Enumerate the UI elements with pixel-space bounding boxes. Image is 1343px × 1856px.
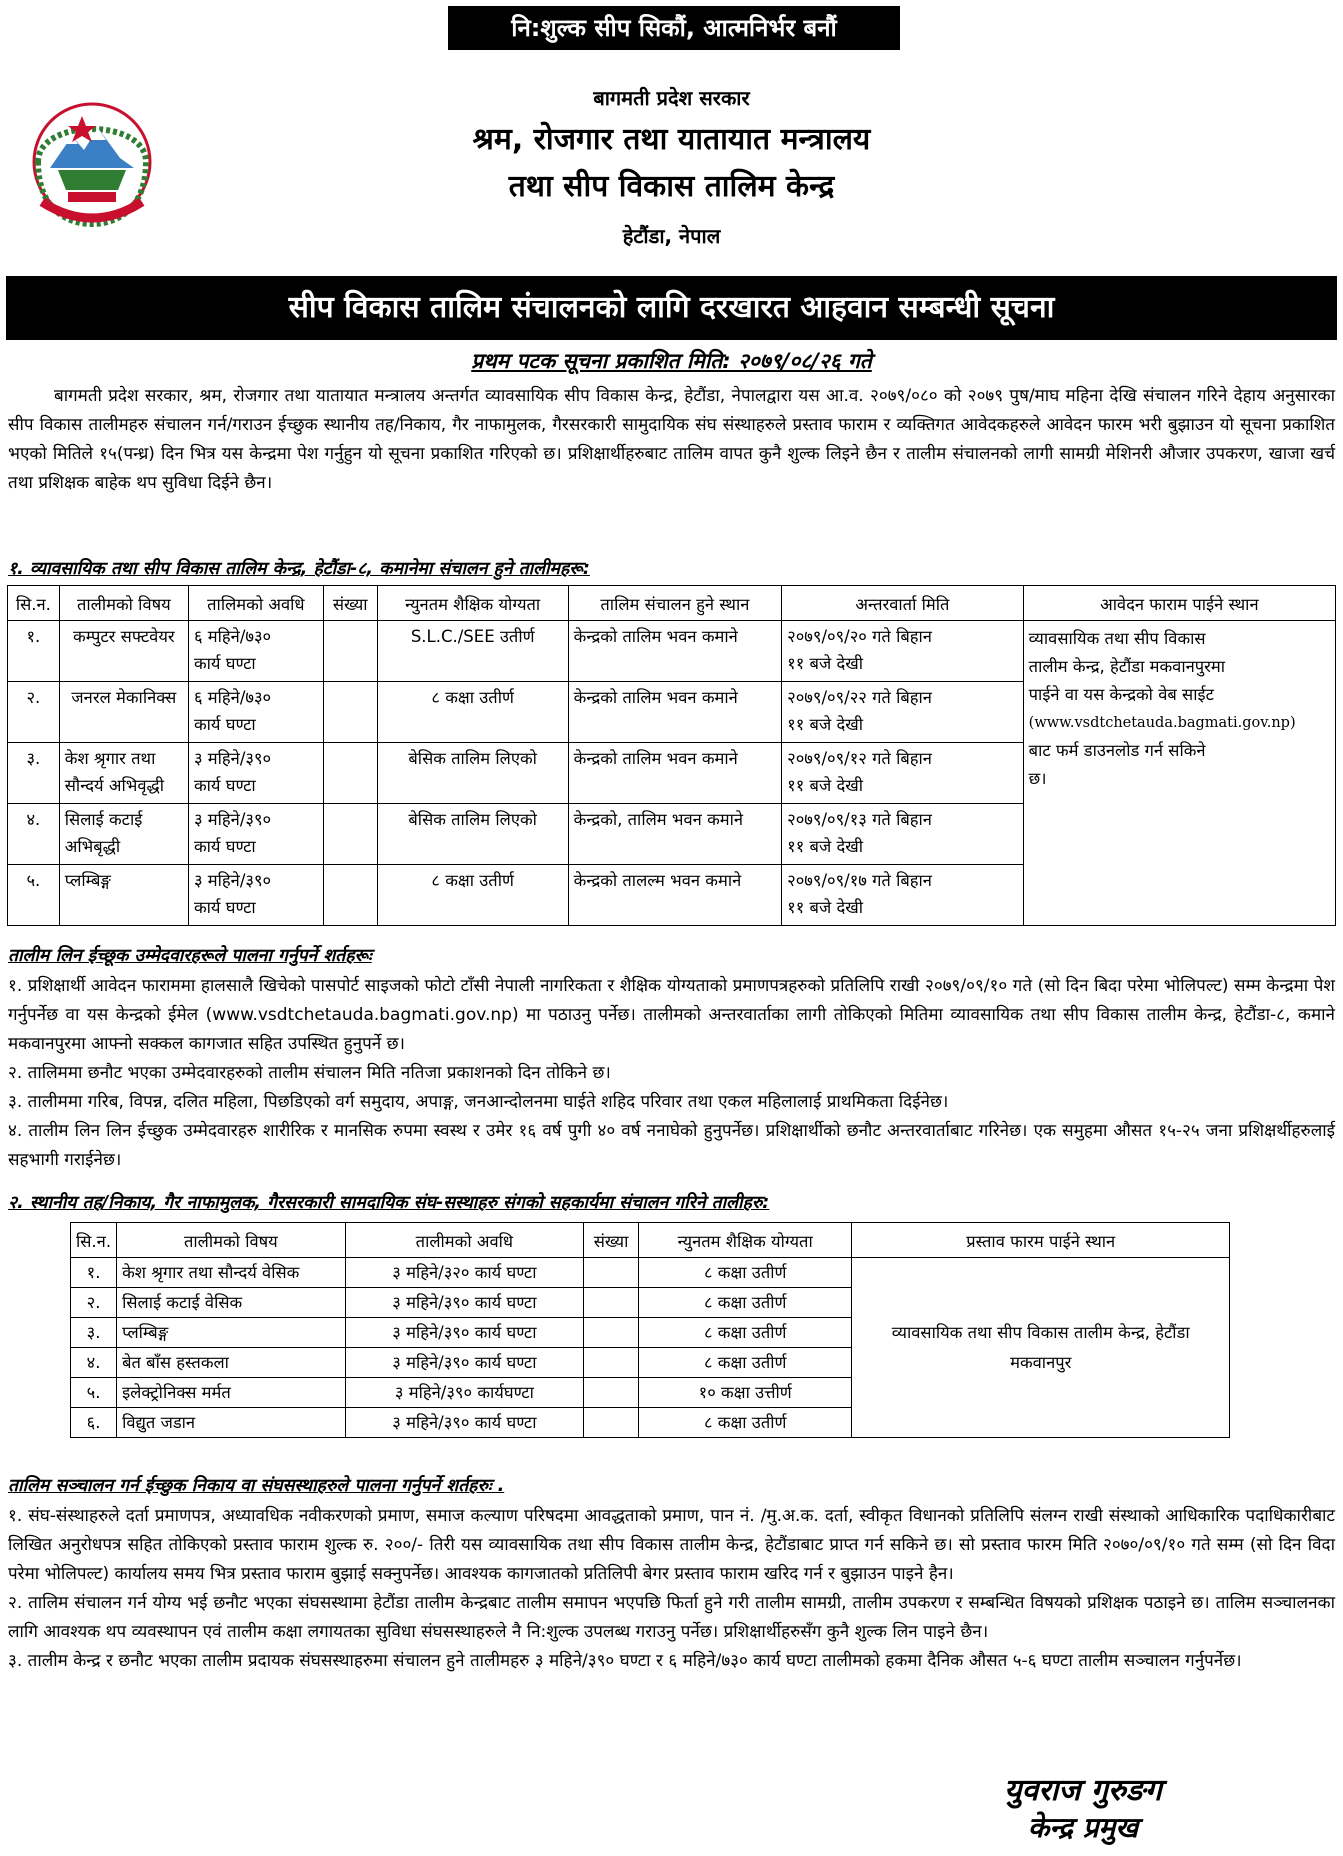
cell-qualification: ८ कक्षा उतीर्ण xyxy=(638,1288,851,1318)
cell-count xyxy=(584,1288,639,1318)
duration-unit: कार्य घण्टा xyxy=(193,715,256,734)
table-row xyxy=(8,621,1336,682)
cell-sn: ५. xyxy=(71,1378,117,1408)
duration-unit: कार्य घण्टा xyxy=(193,898,256,917)
cell-count xyxy=(584,1378,639,1408)
cell-subject: कम्पुटर सफ्टवेयर xyxy=(59,621,188,682)
cell-duration xyxy=(188,743,323,804)
apply-place-line: बाट फर्म डाउनलोड गर्न सकिने xyxy=(1028,741,1206,760)
cell-qualification: ८ कक्षा उतीर्ण xyxy=(638,1348,851,1378)
cell-apply-place xyxy=(1023,621,1335,926)
cell-duration: ३ महिने/३९० कार्यघण्टा xyxy=(345,1378,583,1408)
section2-title: २. स्थानीय तह/निकाय, गैर नाफामुलक, गैरसरकारी सामदायिक संघ-सस्थाहरु संगको सहकार्यमा संचालन गरिने तालीहरु: xyxy=(8,1193,770,1213)
col-header: न्युनतम शैक्षिक योग्यता xyxy=(377,586,568,621)
table-row xyxy=(71,1258,1230,1288)
signatory-title: केन्द्र प्रमुख xyxy=(1027,1811,1139,1844)
cell-subject: प्लम्बिङ्ग xyxy=(117,1318,346,1348)
duration-hours: ३ महिने/३९० xyxy=(193,749,272,768)
condition-item: ४. तालीम लिन लिन ईच्छुक उम्मेदवारहरु शारीरिक र मानसिक रुपमा स्वस्थ र उमेर १६ वर्ष पुगी ४० वर्ष ननाघेको हुनुपर्नेछ। प्रशिक्षार्थीको छनौट अन्तरवार्ताबाट गरिनेछ। एक समुहमा औसत १५-२५ जना प्रशिक्षर्थीहरुलाई सहभागी गराईनेछ। xyxy=(8,1121,1335,1170)
col-header: सि.न. xyxy=(71,1223,117,1258)
col-header: तालीमको विषय xyxy=(117,1223,346,1258)
cell-subject: केश श्रृगार तथा सौन्दर्य अभिवृद्धी xyxy=(59,743,188,804)
cell-place: केन्द्रको तालल्म भवन कमाने xyxy=(568,865,781,926)
cell-qualification: ८ कक्षा उतीर्ण xyxy=(638,1318,851,1348)
col-header: सि.न. xyxy=(8,586,60,621)
office-location: हेटौंडा, नेपाल xyxy=(622,224,721,248)
cell-duration xyxy=(188,865,323,926)
cell-subject: इलेक्ट्रोनिक्स मर्मत xyxy=(117,1378,346,1408)
notice-title: सीप विकास तालिम संचालनको लागि दरखारत आहवान सम्बन्धी सूचना xyxy=(6,276,1337,340)
col-header: अन्तरवार्ता मिति xyxy=(782,586,1024,621)
duration-hours: ३ महिने/३९० xyxy=(193,810,272,829)
cell-sn: ५. xyxy=(8,865,60,926)
cell-qualification: S.L.C./SEE उतीर्ण xyxy=(377,621,568,682)
cell-duration xyxy=(188,682,323,743)
conditions1-list xyxy=(8,972,1335,1175)
duration-hours: ६ महिने/७३० xyxy=(193,627,272,646)
condition-item: १. प्रशिक्षार्थी आवेदन फाराममा हालसालै खिचेको पासपोर्ट साइजको फोटो टाँसी नेपाली नागरिकता र शैक्षिक योग्यताको प्रमाणपत्रहरुको प्रतिलिपि राखी २०७९/०९/१० गते (सो दिन बिदा परेमा भोलिपल्ट) सम्म केन्द्रमा पेश गर्नुपर्नेछ वा यस केन्द्रको ईमेल (www.vsdtchetauda.bagmati.gov.np) मा पठाउनु पर्नेछ। तालीमको अन्तरवार्ताका लागी तोकिएको मितिमा व्यावसायिक तथा सीप विकास तालीम केन्द्र, हेटौंडा-८, कमाने मकवानपुरमा आफ्नो सक्कल कागजात सहित उपस्थित हुनुपर्ने छ। xyxy=(8,976,1335,1054)
interview-time: ११ बजे देखी xyxy=(787,715,863,734)
interview-time: ११ बजे देखी xyxy=(787,837,863,856)
table-header-row xyxy=(8,586,1336,621)
cell-count xyxy=(323,682,377,743)
slogan-banner: नि:शुल्क सीप सिकौं, आत्मनिर्भर बनौं xyxy=(448,6,900,50)
col-header: तालिम संचालन हुने स्थान xyxy=(568,586,781,621)
cell-qualification: बेसिक तालिम लिएको xyxy=(377,743,568,804)
interview-date: २०७९/०९/१७ गते बिहान xyxy=(787,871,932,890)
cell-duration: ३ महिने/३९० कार्य घण्टा xyxy=(345,1408,583,1438)
apply-place-line: छ। xyxy=(1028,769,1047,788)
government-name: बागमती प्रदेश सरकार xyxy=(593,86,750,110)
cell-duration: ३ महिने/३२० कार्य घण्टा xyxy=(345,1258,583,1288)
cell-qualification: ८ कक्षा उतीर्ण xyxy=(638,1408,851,1438)
cell-qualification: ८ कक्षा उतीर्ण xyxy=(377,682,568,743)
cell-qualification: ८ कक्षा उतीर्ण xyxy=(638,1258,851,1288)
conditions2-title: तालिम सञ्चालन गर्न ईच्छुक निकाय वा संघसस्थाहरुले पालना गर्नुपर्ने शर्तहरुः . xyxy=(8,1476,505,1496)
cell-duration: ३ महिने/३९० कार्य घण्टा xyxy=(345,1348,583,1378)
apply-place-website: (www.vsdtchetauda.bagmati.gov.np) xyxy=(1028,715,1296,731)
cell-sn: ६. xyxy=(71,1408,117,1438)
interview-date: २०७९/०९/२२ गते बिहान xyxy=(787,688,932,707)
duration-hours: ६ महिने/७३० xyxy=(193,688,272,707)
col-header: तालीमको अवधि xyxy=(345,1223,583,1258)
interview-date: २०७९/०९/२० गते बिहान xyxy=(787,627,932,646)
cell-count xyxy=(584,1318,639,1348)
section1-table xyxy=(7,585,1336,926)
cell-sn: १. xyxy=(71,1258,117,1288)
cell-qualification: बेसिक तालिम लिएको xyxy=(377,804,568,865)
section2-table xyxy=(70,1222,1230,1438)
intro-paragraph: बागमती प्रदेश सरकार, श्रम, रोजगार तथा यातायात मन्त्रालय अन्तर्गत व्यावसायिक सीप विकास केन्द्र, हेटौंडा, नेपालद्वारा यस आ.व. २०७९/०८० को २०७९ पुष/माघ महिना देखि संचालन गरिने देहाय अनुसारका सीप विकास तालीमहरु संचालन गर्न/गराउन ईच्छुक स्थानीय तह/निकाय, गैर नाफामुलक, गैरसरकारी सामुदायिक संघ संस्थाहरुले प्रस्ताव फाराम र व्यक्तिगत आवेदकहरुले आवेदन फारम भरी बुझाउन यो सूचना प्रकाशित भएको मितिले १५(पन्ध्र) दिन भित्र यस केन्द्रमा पेश गर्नुहुन यो सूचना प्रकाशित गरिएको छ। प्रशिक्षार्थीहरुबाट तालिम वापत कुनै शुल्क लिइने छैन र तालीम संचालनको लागी सामग्री मेशिनरी औजार उपकरण, खाजा खर्च तथा प्रशिक्षक बाहेक थप सुविधा दिईने छैन। xyxy=(8,386,1336,493)
cell-count xyxy=(584,1408,639,1438)
cell-duration: ३ महिने/३९० कार्य घण्टा xyxy=(345,1288,583,1318)
duration-unit: कार्य घण्टा xyxy=(193,776,256,795)
cell-count xyxy=(323,865,377,926)
interview-time: ११ बजे देखी xyxy=(787,776,863,795)
col-header: संख्या xyxy=(323,586,377,621)
cell-subject: जनरल मेकानिक्स xyxy=(59,682,188,743)
ministry-name-line1: श्रम, रोजगार तथा यातायात मन्त्रालय xyxy=(472,122,871,157)
interview-date: २०७९/०९/१३ गते बिहान xyxy=(787,810,932,829)
cell-interview xyxy=(782,682,1024,743)
apply-place-line: व्यावसायिक तथा सीप विकास xyxy=(1028,629,1206,648)
cell-sn: २. xyxy=(71,1288,117,1318)
cell-interview xyxy=(782,865,1024,926)
cell-count xyxy=(323,621,377,682)
cell-count xyxy=(584,1258,639,1288)
cell-qualification: ८ कक्षा उतीर्ण xyxy=(377,865,568,926)
duration-unit: कार्य घण्टा xyxy=(193,837,256,856)
cell-place: केन्द्रको, तालिम भवन कमाने xyxy=(568,804,781,865)
apply-place-line: तालीम केन्द्र, हेटौंडा मकवानपुरमा xyxy=(1028,657,1226,676)
section1-title: १. व्यावसायिक तथा सीप विकास तालिम केन्द्र, हेटौंडा-८, कमानेमा संचालन हुने तालीमहरू: xyxy=(8,559,590,579)
cell-place: केन्द्रको तालिम भवन कमाने xyxy=(568,682,781,743)
interview-time: ११ बजे देखी xyxy=(787,654,863,673)
cell-subject: विद्युत जडान xyxy=(117,1408,346,1438)
cell-interview xyxy=(782,621,1024,682)
cell-sn: ३. xyxy=(71,1318,117,1348)
col-header: प्रस्ताव फारम पाईने स्थान xyxy=(852,1223,1230,1258)
table-header-row xyxy=(71,1223,1230,1258)
cell-place: केन्द्रको तालिम भवन कमाने xyxy=(568,743,781,804)
duration-hours: ३ महिने/३९० xyxy=(193,871,272,890)
condition-item: ३. तालीममा गरिब, विपन्न, दलित महिला, पिछडिएको वर्ग समुदाय, अपाङ्ग, जनआन्दोलनमा घाईते शहिद परिवार तथा एकल महिलालाई प्राथमिकता दिईनेछ। xyxy=(8,1092,949,1112)
cell-duration xyxy=(188,804,323,865)
cell-sn: ४. xyxy=(8,804,60,865)
conditions1-title: तालीम लिन ईच्छूक उम्मेदवारहरूले पालना गर्नुपर्ने शर्तहरूः xyxy=(8,946,372,966)
col-header: तालिमको अवधि xyxy=(188,586,323,621)
cell-sn: २. xyxy=(8,682,60,743)
cell-subject: केश श्रृगार तथा सौन्दर्य वेसिक xyxy=(117,1258,346,1288)
cell-subject: प्लम्बिङ्ग xyxy=(59,865,188,926)
ministry-name-line2: तथा सीप विकास तालिम केन्द्र xyxy=(508,169,835,204)
cell-duration xyxy=(188,621,323,682)
apply-place-line: पाईने वा यस केन्द्रको वेब साईट xyxy=(1028,685,1214,704)
cell-subject: सिलाई कटाई अभिबृद्धी xyxy=(59,804,188,865)
cell-sn: ४. xyxy=(71,1348,117,1378)
condition-item: ३. तालीम केन्द्र र छनौट भएका तालीम प्रदायक संघसस्थाहरुमा संचालन हुने तालीमहरु ३ महिने/३९० घण्टा र ६ महिने/७३० कार्य घण्टा तालीमको हकमा दैनिक औसत ५-६ घण्टा तालीम सञ्चालन गर्नुपर्नेछ। xyxy=(8,1651,1242,1671)
signatory-name: युवराज गुरुङग xyxy=(1004,1773,1162,1808)
cell-subject: बेत बाँस हस्तकला xyxy=(117,1348,346,1378)
interview-date: २०७९/०९/१२ गते बिहान xyxy=(787,749,932,768)
cell-count xyxy=(584,1348,639,1378)
duration-unit: कार्य घण्टा xyxy=(193,654,256,673)
cell-interview xyxy=(782,804,1024,865)
cell-count xyxy=(323,804,377,865)
col-header: आवेदन फाराम पाईने स्थान xyxy=(1023,586,1335,621)
interview-time: ११ बजे देखी xyxy=(787,898,863,917)
cell-qualification: १० कक्षा उत्तीर्ण xyxy=(638,1378,851,1408)
conditions2-list xyxy=(8,1502,1335,1676)
condition-item: २. तालिममा छनौट भएका उम्मेदवारहरुको तालीम संचालन मिति नतिजा प्रकाशनको दिन तोकिने छ। xyxy=(8,1063,611,1083)
cell-proposal-place: व्यावसायिक तथा सीप विकास तालीम केन्द्र, हेटौंडा मकवानपुर xyxy=(852,1258,1230,1438)
published-date: प्रथम पटक सूचना प्रकाशित मिति: २०७९/०८/२६ गते xyxy=(471,349,872,373)
condition-item: १. संघ-संस्थाहरुले दर्ता प्रमाणपत्र, अध्यावधिक नवीकरणको प्रमाण, समाज कल्याण परिषदमा आवद्धताको प्रमाण, पान नं. /मु.अ.क. दर्ता, स्वीकृत विधानको प्रतिलिपि संलग्न राखी संस्थाको आधिकारिक पदाधिकारीबाट लिखित अनुरोधपत्र सहित तोकिएको प्रस्ताव फाराम शुल्क रु. २००/- तिरी यस व्यावसायिक तथा सीप विकास तालीम केन्द्र, हेटौंडाबाट प्राप्त गर्न सकिने छ। सो प्रस्ताव फारम मिति २०७०/०९/१० गते सम्म (सो दिन विदा परेमा भोलिपल्ट) कार्यालय समय भित्र प्रस्ताव फाराम बुझाई सक्नुपर्नेछ। आवश्यक कागजातको प्रतिलिपी बेगर प्रस्ताव फाराम खरिद गर्न र बुझाउन पाइने हैन। xyxy=(8,1506,1335,1584)
col-header: तालीमको विषय xyxy=(59,586,188,621)
col-header: न्युनतम शैक्षिक योग्यता xyxy=(638,1223,851,1258)
cell-interview xyxy=(782,743,1024,804)
condition-item: २. तालिम संचालन गर्न योग्य भई छनौट भएका संघसस्थामा हेटौंडा तालीम केन्द्रबाट तालीम समापन भएपछि फिर्ता हुने गरी तालीम सामग्री, तालीम उपकरण र सम्बन्धित विषयको प्रशिक्षक पठाइने छ। तालिम सञ्चालनका लागि आवश्यक थप व्यवस्थापन एवं तालीम कक्षा लगायतका सुविधा संघसस्थाहरुले नै नि:शुल्क उपलब्ध गराउनु पर्नेछ। प्रशिक्षार्थीहरुसँग कुनै शुल्क लिन पाइने छैन। xyxy=(8,1593,1335,1642)
cell-sn: १. xyxy=(8,621,60,682)
cell-sn: ३. xyxy=(8,743,60,804)
cell-duration: ३ महिने/३९० कार्य घण्टा xyxy=(345,1318,583,1348)
cell-place: केन्द्रको तालिम भवन कमाने xyxy=(568,621,781,682)
cell-count xyxy=(323,743,377,804)
col-header: संख्या xyxy=(584,1223,639,1258)
cell-subject: सिलाई कटाई वेसिक xyxy=(117,1288,346,1318)
